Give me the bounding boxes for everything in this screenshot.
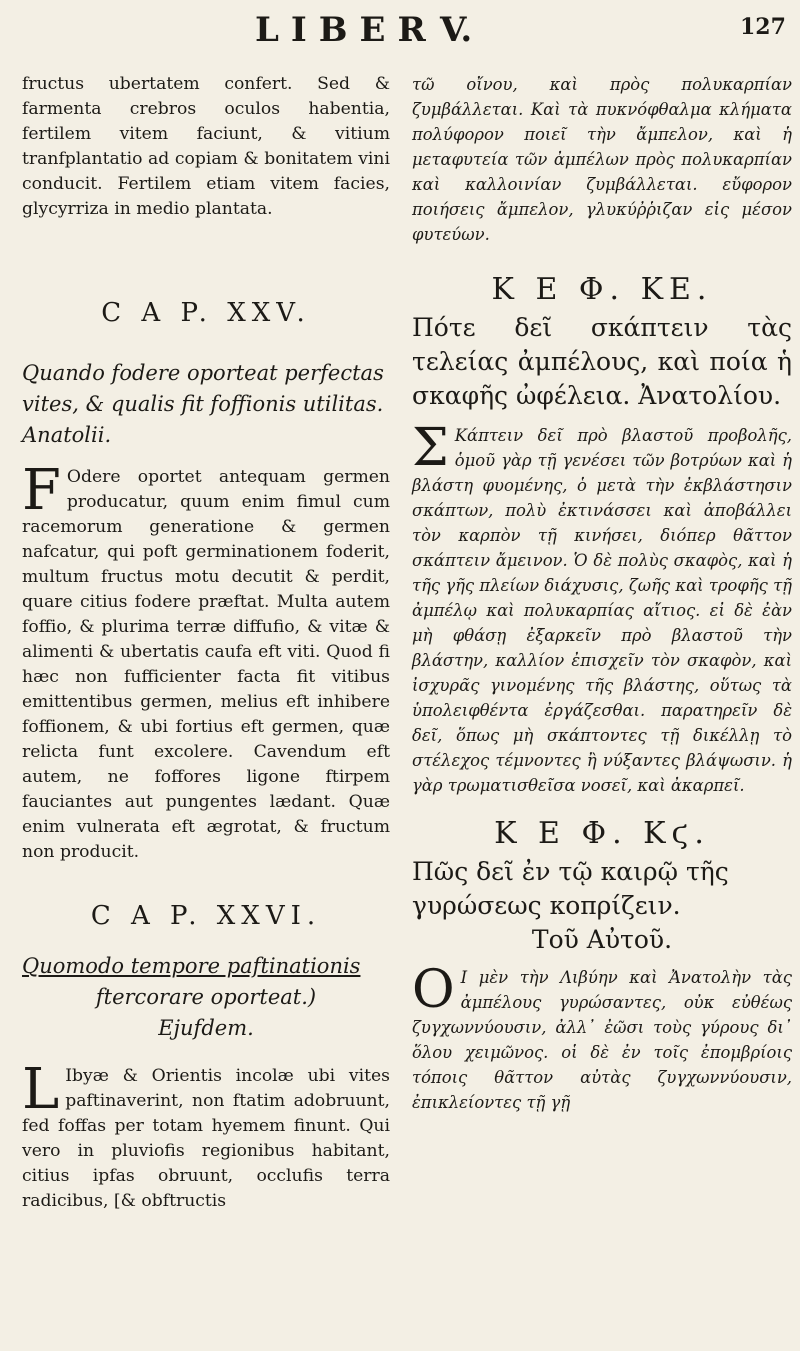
chapter-26-title-line2: ftercorare oporteat.)	[95, 985, 317, 1009]
kef-26-heading: Κ Ε Φ. Κϛ.	[494, 816, 710, 851]
chapter-25-dropcap: F	[22, 458, 61, 523]
running-head-numeral: V.	[440, 10, 473, 50]
chapter-26-title-line1: Quomodo tempore paftinationis	[22, 954, 361, 978]
kef-26-text: Ι μὲν τὴν Λιβύην καὶ Ἀνατολὴν τὰς ἀμπέλους γυρώσαντες, οὐκ εὐθέως ζυγχωννύουσιν, ἀλλ᾽ ἐῶσι τοὺς γύρους δι᾽ ὅλου χειμῶνος. οἱ δὲ ἐν τοῖς ἐπομβρίοις τόποις θᾶττον αὐτὰς ζυγχωννύουσιν, ἐπικλείοντες τῇ γῇ	[412, 968, 792, 1112]
running-head-book: LIBER	[255, 10, 438, 50]
latin-intro-paragraph: fructus ubertatem confert. Sed & farmenta crebros oculos habentia, fertilem vitem faciunt, & vitium tranfplantatio ad copiam & bonitatem vini conducit. Fertilem etiam vitem facies, glycyrriza in medio plantata.	[22, 74, 390, 219]
chapter-26-body	[22, 1057, 390, 1214]
kef-26-body	[412, 960, 792, 1115]
kef-25-heading: Κ Ε Φ. ΚΕ.	[491, 272, 713, 307]
latin-column	[22, 72, 390, 1214]
greek-column	[412, 72, 792, 1115]
chapter-25-body	[22, 458, 390, 865]
chapter-26-text: Ibyæ & Orientis incolæ ubi vites paftinaverint, non ftatim adobruunt, fed foffas per totam hyemem finunt. Qui vero in pluviofis regionibus habitant, citius ipfas obruunt, occlufis terra radicibus, [& obftructis	[22, 1066, 390, 1211]
kef-25-dropcap: Σ	[412, 418, 449, 478]
chapter-26-title-line3: Ejufdem.	[158, 1016, 254, 1040]
kef-26-title-line1: Πῶς δεῖ ἐν τῷ καιρῷ τῆς	[412, 857, 729, 886]
kef-25-body	[412, 418, 792, 798]
kef-26-title-line2: γυρώσεως κοπρίζειν.	[412, 891, 681, 920]
kef-26-dropcap: Ο	[412, 960, 455, 1020]
kef-25-title: Πότε δεῖ σκάπτειν τὰς τελείας ἀμπέλους, καὶ ποία ἡ σκαφῆς ὠφέλεια. Ἀνατολίου.	[412, 313, 792, 410]
chapter-25-heading: C A P. XXV.	[101, 298, 311, 328]
chapter-26-dropcap: L	[22, 1057, 60, 1122]
chapter-25-text: Odere oportet antequam germen producatur, quum enim fimul cum racemorum generatione & germen nafcatur, qui poft germinationem foderit, multum fructus motu decutit & perdit, quare citius fodere præftat. Multa autem foffio, & plurima terræ diffufio, & vitæ & alimenti & ubertatis caufa eft viti. Quod fi hæc non fufficienter facta fit vitibus emittentibus germen, melius eft inhibere foffionem, & ubi fortius eft germen, quæ relicta funt excolere. Cavendum eft autem, ne foffores ligone ftirpem fauciantes aut pungentes lædant. Quæ enim vulnerata eft ægrotat, & fructum non producit.	[22, 467, 390, 862]
chapter-26-title	[22, 951, 390, 1044]
kef-26-title	[412, 855, 792, 957]
running-head	[0, 4, 800, 64]
greek-intro-paragraph: τῶ οἴνου, καὶ πρὸς πολυκαρπίαν ζυμβάλλεται. Καὶ τὰ πυκνόφθαλμα κλήματα πολύφορον ποιεῖ τὴν ἄμπελον, καὶ ἡ μεταφυτεία τῶν ἀμπέλων πρὸς πολυκαρπίαν καὶ καλλοινίαν ζυμβάλλεται. εὔφορον ποιήσεις ἄμπελον, γλυκύῤῥιζαν εἰς μέσον φυτεύων.	[412, 75, 792, 244]
page-number: 127	[740, 14, 786, 40]
kef-26-title-line3: Τοῦ Αὐτοῦ.	[531, 925, 673, 954]
chapter-25-title: Quando fodere oporteat perfectas vites, & qualis fit foffionis utilitas. Anatolii.	[22, 361, 384, 447]
chapter-26-heading: C A P. XXVI.	[90, 901, 322, 931]
kef-25-text: Κάπτειν δεῖ πρὸ βλαστοῦ προβολῆς, ὁμοῦ γὰρ τῇ γενέσει τῶν βοτρύων καὶ ἡ βλάστη φυομένης, ὁ μετὰ τὴν ἐκβλάστησιν σκάπτων, πολὺ ἐκτινάσσει καὶ ἀποβάλλει τὸν καρπὸν τῇ κινήσει, διόπερ θᾶττον σκάπτειν ἄμεινον. Ὁ δὲ πολὺς σκαφὸς, καὶ ἡ τῆς γῆς πλείων διάχυσις, ζωῆς καὶ τροφῆς τῇ ἀμπέλῳ καὶ πολυκαρπίας αἴτιος. εἰ δὲ ἐὰν μὴ φθάσῃ ἐξαρκεῖν πρὸ βλαστοῦ τὴν βλάστην, καλλίον ἐπισχεῖν τὸν σκαφὸν, καὶ ἰσχυρᾶς γινομένης τῆς βλάστης, οὕτως τὰ ὑπολειφθέντα ἐργάζεσθαι. παρατηρεῖν δὲ δεῖ, ὅπως μὴ σκάπτοντες τῇ δικέλλῃ τὸ στέλεχος τέμνοντες ἢ νύξαντες βλάψωσιν. ἡ γὰρ τρωματισθεῖσα νοσεῖ, καὶ ἀκαρπεῖ.	[412, 426, 792, 795]
